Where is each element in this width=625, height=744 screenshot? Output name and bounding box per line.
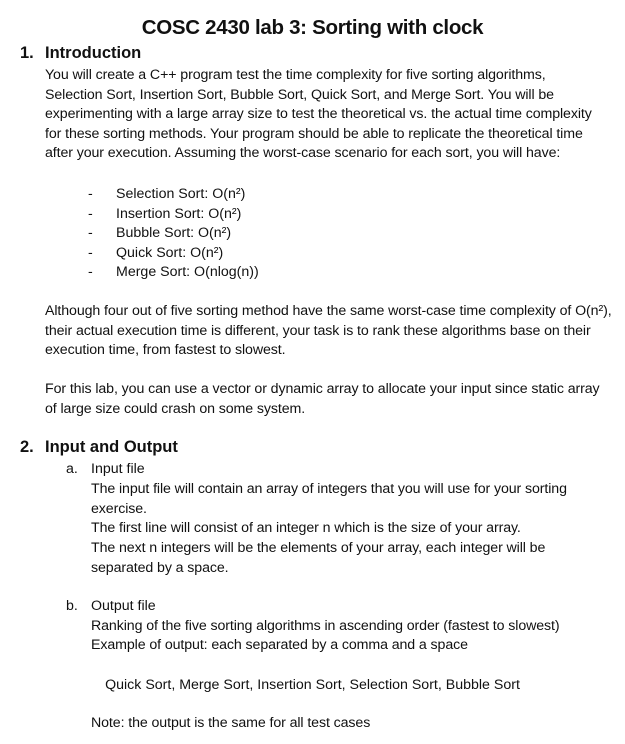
output-file-title: Output file	[91, 598, 156, 614]
list-item-text: Bubble Sort: O(n²)	[116, 225, 232, 242]
output-example: Quick Sort, Merge Sort, Insertion Sort, Selection Sort, Bubble Sort	[105, 677, 520, 693]
complexity-list	[88, 185, 259, 283]
list-item	[88, 244, 259, 264]
list-item-text: Insertion Sort: O(n²)	[116, 205, 242, 222]
output-file-label: b.	[66, 598, 78, 614]
input-file-heading	[66, 460, 145, 480]
output-file-heading	[66, 597, 156, 617]
bullet-marker: -	[88, 186, 93, 202]
section-2-title: Input and Output	[45, 438, 178, 456]
storage-paragraph: For this lab, you can use a vector or dynamic array to allocate your input since static array of large size could crash on some system.	[45, 381, 600, 417]
output-description: Ranking of the five sorting algorithms in ascending order (fastest to slowest)	[91, 618, 560, 634]
list-item-text: Merge Sort: O(nlog(n))	[116, 264, 259, 281]
output-note: Note: the output is the same for all test cases	[91, 715, 371, 731]
list-item	[88, 224, 259, 244]
bullet-marker: -	[88, 264, 93, 281]
list-item-text: Selection Sort: O(n²)	[116, 186, 246, 202]
intro-paragraph: You will create a C++ program test the time complexity for five sorting algorithms, Selection Sort, Insertion Sort, Bubble Sort, Quick Sort, and Merge Sort. You will be experimenting with a large array size to test the theoretical vs. the actual time complexity for these sorting methods. Your program should be able to replicate the theoretical time after your execution. Assuming the worst-case scenario for each sort, you will have:	[45, 67, 592, 162]
section-1-heading	[20, 44, 141, 63]
section-2-heading	[20, 438, 178, 457]
list-item-text: Quick Sort: O(n²)	[116, 244, 224, 261]
section-2-number: 2.	[20, 438, 34, 456]
bullet-marker: -	[88, 225, 93, 242]
list-item	[88, 205, 259, 225]
output-example-label: Example of output: each separated by a comma and a space	[91, 637, 468, 653]
list-item	[88, 185, 259, 205]
input-file-title: Input file	[91, 461, 145, 477]
input-description: The input file will contain an array of integers that you will use for your sorting exercise.	[91, 481, 567, 517]
bullet-marker: -	[88, 205, 93, 222]
input-file-label: a.	[66, 461, 78, 477]
document-title: COSC 2430 lab 3: Sorting with clock	[141, 16, 484, 39]
complexity-paragraph: Although four out of five sorting method have the same worst-case time complexity of O(n²), their actual execution time is different, your task is to rank these algorithms base on their execution time, from fastest to slowest.	[45, 303, 612, 359]
section-1-title: Introduction	[45, 44, 142, 62]
section-1-number: 1.	[20, 44, 34, 62]
input-elements: The next n integers will be the elements of your array, each integer will be separated by a space.	[91, 540, 546, 576]
input-first-line: The first line will consist of an integer n which is the size of your array.	[91, 520, 521, 536]
list-item	[88, 263, 259, 283]
bullet-marker: -	[88, 244, 93, 261]
